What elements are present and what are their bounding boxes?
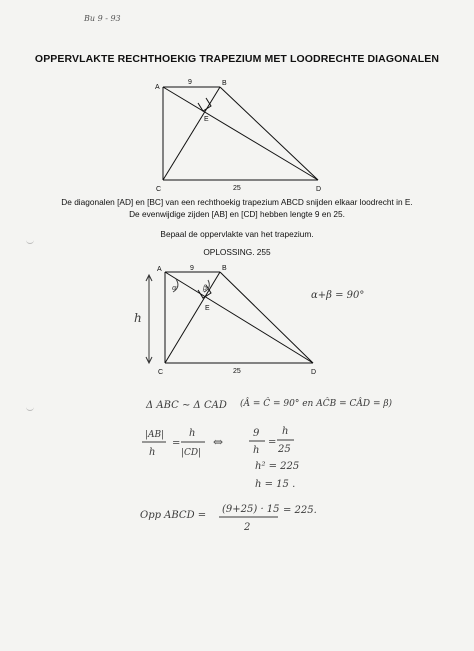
hw-implies: ⇔ <box>213 435 224 449</box>
hw-ratio-eq: = <box>172 438 181 449</box>
hw-h-value: h = 15 . <box>255 479 296 490</box>
fig1-length-bottom: 25 <box>233 185 241 192</box>
figure-1-labels <box>155 79 321 193</box>
problem-question: Bepaal de oppervlakte van het trapezium. <box>160 229 314 239</box>
hw-sub-left-num: 9 <box>253 428 260 439</box>
fig2-angle-alpha: α <box>172 284 177 292</box>
handwritten-solution <box>140 290 393 533</box>
header-note: Bu 9 - 93 <box>84 14 121 23</box>
fig1-diagonal-bc <box>163 87 220 180</box>
figure-1 <box>163 87 318 180</box>
fig2-diagonal-ad <box>165 272 313 363</box>
hw-similar-triangles: Δ ABC ∼ Δ CAD <box>146 400 227 411</box>
fig2-label-e: E <box>205 305 210 312</box>
fig1-side-bd <box>220 87 318 180</box>
fig1-length-top: 9 <box>188 79 192 86</box>
fig2-label-b: B <box>222 265 227 272</box>
hw-sub-left-den: h <box>253 445 260 456</box>
hw-sub-right-num: h <box>282 426 289 437</box>
hw-ratio-left-den: h <box>149 447 156 458</box>
hw-ratio-left-num: |AB| <box>145 430 165 440</box>
hw-angle-sum: α+β = 90° <box>311 290 365 301</box>
hw-similarity-reason: (Â = Ĉ = 90° en AĈB = CÂD = β) <box>240 399 393 409</box>
page-title: OPPERVLAKTE RECHTHOEKIG TRAPEZIUM MET LOODRECHTE DIAGONALEN <box>34 53 440 65</box>
fig2-label-a: A <box>157 266 162 273</box>
hw-sub-right-den: 25 <box>278 444 291 455</box>
fig2-label-d: D <box>311 369 317 376</box>
fig2-height-label: h <box>134 311 142 325</box>
hw-area-label: Opp ABCD = <box>140 510 207 521</box>
fig2-angle-beta: β <box>203 284 208 292</box>
problem-line-2: De evenwijdige zijden [AB] en [CD] hebben lengte 9 en 25. <box>129 209 345 219</box>
hw-area-numerator: (9+25) · 15 <box>222 504 280 515</box>
fig1-label-c: C <box>156 186 162 193</box>
hw-ratio-right-num: h <box>189 428 196 439</box>
fig1-diagonal-ad <box>163 87 318 180</box>
hw-sub-eq: = <box>268 437 277 448</box>
hw-ratio-right-den: |CD| <box>181 448 202 458</box>
fig2-label-c: C <box>158 369 164 376</box>
fig2-length-top: 9 <box>190 265 194 272</box>
fig1-label-b: B <box>222 80 227 87</box>
hw-area-result: = 225. <box>283 505 317 516</box>
solution-heading: OPLOSSING. 255 <box>203 247 271 257</box>
fig2-side-bd <box>220 272 313 363</box>
hw-area-denominator: 2 <box>244 522 251 533</box>
problem-line-1: De diagonalen [AD] en [BC] van een rechthoekig trapezium ABCD snijden elkaar loodrecht in E. <box>61 197 413 207</box>
fig2-length-bottom: 25 <box>233 368 241 375</box>
hw-h-squared: h² = 225 <box>255 461 300 472</box>
fig1-label-e: E <box>204 116 209 123</box>
figure-2-labels <box>134 265 316 376</box>
fig1-label-d: D <box>316 186 322 193</box>
fig1-label-a: A <box>155 84 160 91</box>
